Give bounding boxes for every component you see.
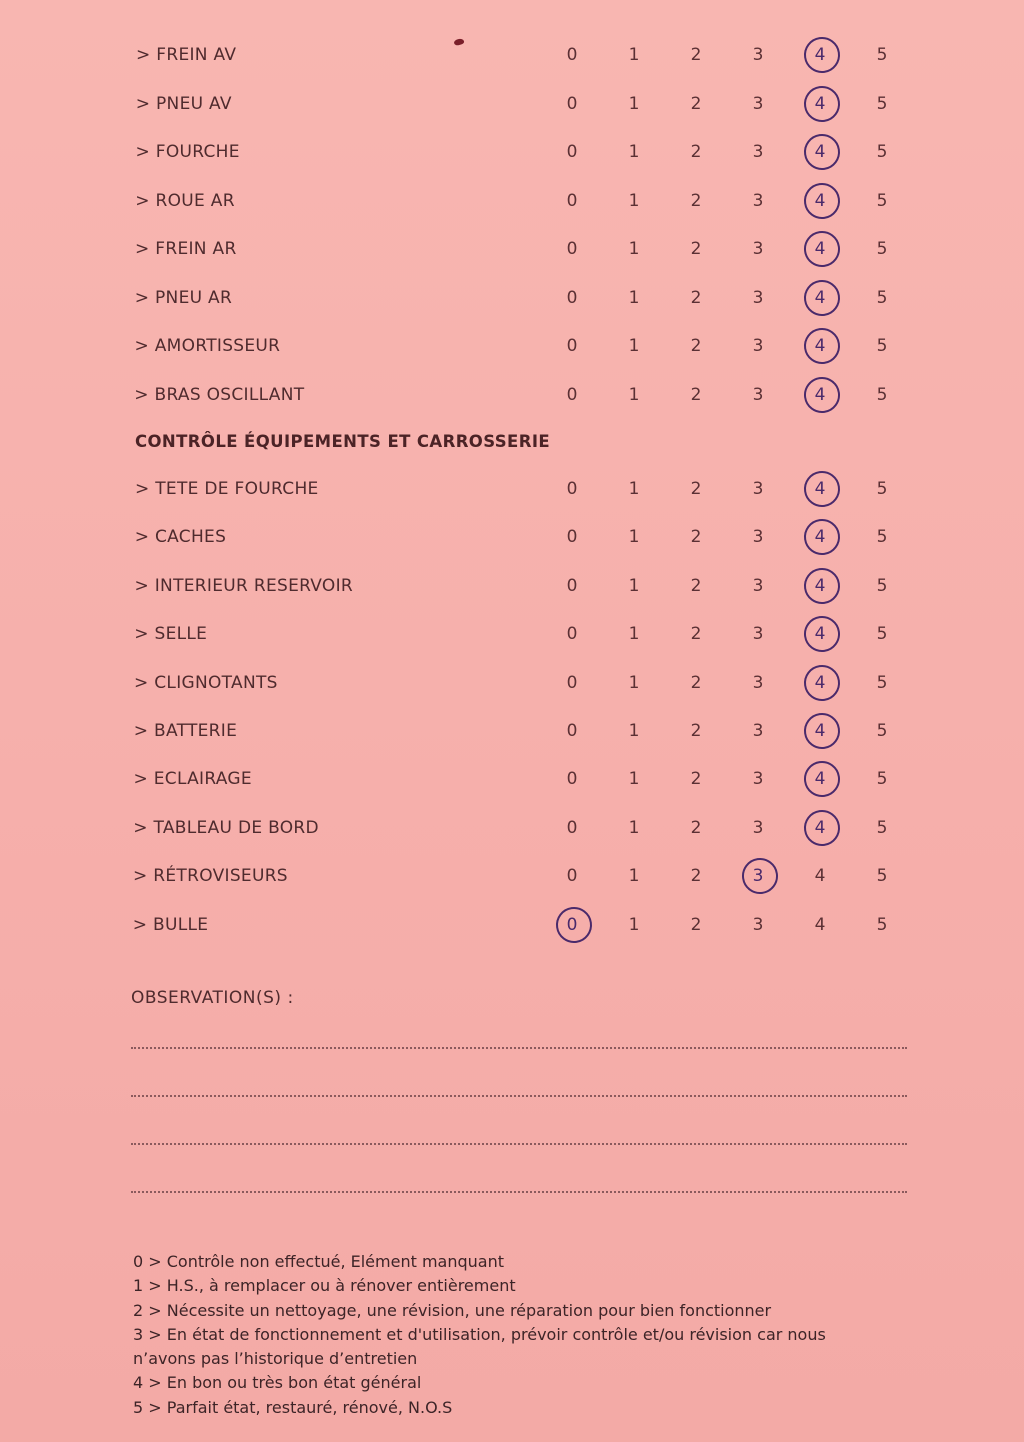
score-option[interactable]: 2 (690, 142, 702, 162)
score-option[interactable]: 0 (566, 239, 578, 259)
score-option[interactable]: 5 (876, 575, 888, 596)
score-option[interactable]: 3 (752, 287, 764, 308)
score-option[interactable]: 1 (628, 672, 640, 693)
score-option[interactable]: 1 (628, 384, 640, 405)
score-option[interactable]: 5 (876, 914, 888, 935)
score-option[interactable]: 2 (690, 624, 702, 645)
score-option[interactable]: 1 (628, 721, 640, 741)
rating-row-label: > BRAS OSCILLANT (134, 384, 305, 405)
score-option-selected[interactable]: 4 (800, 35, 840, 75)
score-option-selected[interactable]: 4 (800, 711, 840, 751)
score-option[interactable]: 1 (628, 479, 640, 499)
rating-row (0, 469, 1024, 509)
score-option[interactable]: 5 (876, 190, 888, 211)
score-option[interactable]: 0 (566, 287, 578, 308)
score-option[interactable]: 5 (876, 769, 888, 790)
rating-row (0, 517, 1024, 557)
score-option[interactable]: 0 (566, 93, 578, 114)
score-option[interactable]: 2 (690, 672, 702, 693)
score-option[interactable]: 2 (690, 721, 702, 741)
rating-row (0, 663, 1024, 703)
score-option[interactable]: 3 (752, 527, 764, 548)
legend-line: n’avons pas l’historique d’entretien (133, 1349, 418, 1369)
score-option[interactable]: 3 (752, 575, 764, 596)
score-option[interactable]: 1 (628, 239, 640, 259)
rating-row (0, 132, 1024, 172)
rating-row-label: > FOURCHE (135, 142, 240, 162)
score-option[interactable]: 2 (690, 479, 702, 499)
score-option[interactable]: 0 (566, 45, 578, 65)
score-option[interactable]: 2 (690, 384, 702, 405)
score-option[interactable]: 3 (752, 142, 764, 162)
score-option[interactable]: 3 (752, 239, 764, 259)
score-option[interactable]: 5 (876, 817, 888, 838)
score-option[interactable]: 0 (566, 672, 578, 693)
rating-row (0, 181, 1024, 221)
score-option[interactable]: 3 (752, 624, 764, 645)
rating-row (0, 905, 1024, 945)
score-option-selected[interactable]: 4 (800, 375, 840, 415)
score-option[interactable]: 0 (566, 527, 578, 548)
score-option[interactable]: 5 (876, 93, 888, 114)
score-option-selected[interactable]: 4 (800, 614, 840, 654)
rating-row (0, 566, 1024, 606)
score-option[interactable]: 2 (690, 527, 702, 548)
score-option[interactable]: 5 (876, 336, 888, 356)
score-option[interactable]: 1 (628, 817, 640, 838)
score-option[interactable]: 1 (628, 866, 640, 887)
rating-row (0, 84, 1024, 124)
score-option[interactable]: 2 (690, 190, 702, 211)
rating-row-label: > BATTERIE (133, 721, 238, 741)
score-option[interactable]: 1 (628, 93, 640, 114)
score-option[interactable]: 3 (752, 672, 764, 693)
score-option[interactable]: 2 (690, 93, 702, 114)
observation-line[interactable] (131, 1047, 907, 1049)
score-option[interactable]: 2 (690, 914, 702, 935)
score-option-selected[interactable]: 0 (552, 905, 592, 945)
score-option[interactable]: 1 (628, 287, 640, 308)
score-option[interactable]: 5 (876, 384, 888, 405)
rating-legend (133, 1250, 913, 1420)
score-option-selected[interactable]: 4 (800, 517, 840, 557)
legend-line: 3 > En état de fonctionnement et d'utilisation, prévoir contrôle et/ou révision car nous (133, 1324, 826, 1344)
score-option[interactable]: 3 (752, 336, 764, 356)
score-option[interactable]: 1 (628, 575, 640, 596)
rating-row-label: > INTERIEUR RESERVOIR (134, 575, 354, 596)
rating-row-label: > CLIGNOTANTS (134, 672, 278, 693)
score-option[interactable]: 1 (628, 142, 640, 162)
score-option[interactable]: 0 (566, 336, 578, 356)
score-option[interactable]: 3 (752, 45, 764, 65)
rating-row (0, 229, 1024, 269)
score-option[interactable]: 3 (752, 190, 764, 211)
score-option[interactable]: 3 (752, 479, 764, 499)
rating-row (0, 856, 1024, 896)
score-option[interactable]: 5 (876, 624, 888, 645)
score-option-selected[interactable]: 4 (800, 181, 840, 221)
score-option[interactable]: 0 (566, 866, 578, 887)
score-option-selected[interactable]: 4 (800, 808, 840, 848)
observations-title: OBSERVATION(S) : (131, 988, 294, 1008)
rating-row-label: > FREIN AR (135, 239, 237, 259)
score-option[interactable]: 5 (876, 721, 888, 741)
score-option-selected[interactable]: 4 (800, 84, 840, 124)
observation-line[interactable] (131, 1095, 907, 1097)
score-option[interactable]: 0 (566, 817, 578, 838)
score-option-selected[interactable]: 4 (800, 132, 840, 172)
score-option[interactable]: 0 (566, 769, 578, 790)
rating-row-label: > ROUE AR (135, 190, 235, 211)
score-option-selected[interactable]: 4 (800, 663, 840, 703)
rating-row (0, 711, 1024, 751)
score-option[interactable]: 5 (876, 479, 888, 499)
score-option[interactable]: 4 (814, 866, 826, 887)
observation-line[interactable] (131, 1143, 907, 1145)
rating-row (0, 278, 1024, 318)
score-option[interactable]: 0 (566, 479, 578, 499)
legend-line: 5 > Parfait état, restauré, rénové, N.O.S (133, 1397, 453, 1417)
score-option[interactable]: 5 (876, 527, 888, 548)
score-option[interactable]: 3 (752, 769, 764, 790)
score-option[interactable]: 4 (814, 914, 826, 935)
score-option[interactable]: 1 (628, 527, 640, 548)
legend-line: 2 > Nécessite un nettoyage, une révision, une réparation pour bien fonctionner (133, 1300, 772, 1320)
score-option[interactable]: 2 (690, 575, 702, 596)
rating-row-label: > CACHES (134, 527, 227, 548)
score-option[interactable]: 5 (876, 142, 888, 162)
score-option[interactable]: 2 (690, 769, 702, 790)
score-option[interactable]: 2 (690, 287, 702, 308)
score-option[interactable]: 1 (628, 914, 640, 935)
score-option-selected[interactable]: 4 (800, 759, 840, 799)
score-option[interactable]: 3 (752, 721, 764, 741)
rating-row (0, 614, 1024, 654)
rating-row-label: > BULLE (132, 914, 209, 935)
rating-row-label: > SELLE (134, 624, 208, 645)
score-option[interactable]: 3 (752, 93, 764, 114)
rating-row (0, 375, 1024, 415)
rating-row (0, 808, 1024, 848)
score-option[interactable]: 5 (876, 866, 888, 887)
score-option-selected[interactable]: 4 (800, 278, 840, 318)
rating-row-label: > ECLAIRAGE (133, 769, 252, 790)
rating-row (0, 35, 1024, 75)
score-option[interactable]: 1 (628, 624, 640, 645)
score-option-selected[interactable]: 4 (800, 566, 840, 606)
score-option[interactable]: 0 (566, 575, 578, 596)
score-option[interactable]: 0 (566, 384, 578, 405)
rating-row-label: > TETE DE FOURCHE (135, 479, 319, 499)
rating-row-label: > FREIN AV (136, 45, 237, 65)
score-option-selected[interactable]: 4 (800, 326, 840, 366)
score-option[interactable]: 2 (690, 239, 702, 259)
score-option[interactable]: 5 (876, 239, 888, 259)
score-option[interactable]: 5 (876, 45, 888, 65)
score-option[interactable]: 2 (690, 866, 702, 887)
score-option-selected[interactable]: 4 (800, 229, 840, 269)
score-option[interactable]: 1 (628, 190, 640, 211)
score-option-selected[interactable]: 4 (800, 469, 840, 509)
rating-row (0, 326, 1024, 366)
score-option[interactable]: 3 (752, 384, 764, 405)
score-option[interactable]: 0 (566, 624, 578, 645)
score-option[interactable]: 1 (628, 336, 640, 356)
rating-row-label: > AMORTISSEUR (134, 336, 281, 356)
score-option[interactable]: 0 (566, 190, 578, 211)
score-option[interactable]: 5 (876, 287, 888, 308)
rating-row-label: > TABLEAU DE BORD (133, 817, 319, 838)
score-option[interactable]: 0 (566, 721, 578, 741)
rating-row-label: > PNEU AV (135, 93, 232, 114)
score-option[interactable]: 2 (690, 336, 702, 356)
observation-line[interactable] (131, 1191, 907, 1193)
score-option[interactable]: 5 (876, 672, 888, 693)
rating-row (0, 759, 1024, 799)
score-option[interactable]: 1 (628, 769, 640, 790)
section-title-equipment: CONTRÔLE ÉQUIPEMENTS ET CARROSSERIE (135, 432, 551, 451)
score-option-selected[interactable]: 3 (738, 856, 778, 896)
score-option[interactable]: 3 (752, 817, 764, 838)
score-option[interactable]: 1 (628, 45, 640, 65)
legend-line: 1 > H.S., à remplacer ou à rénover entièrement (133, 1276, 516, 1296)
score-option[interactable]: 3 (752, 914, 764, 935)
score-option[interactable]: 0 (566, 142, 578, 162)
legend-line: 0 > Contrôle non effectué, Elément manquant (133, 1252, 504, 1271)
score-option[interactable]: 2 (690, 45, 702, 65)
rating-row-label: > RÉTROVISEURS (133, 866, 288, 887)
score-option[interactable]: 2 (690, 817, 702, 838)
legend-line: 4 > En bon ou très bon état général (133, 1373, 422, 1393)
rating-row-label: > PNEU AR (134, 287, 233, 308)
